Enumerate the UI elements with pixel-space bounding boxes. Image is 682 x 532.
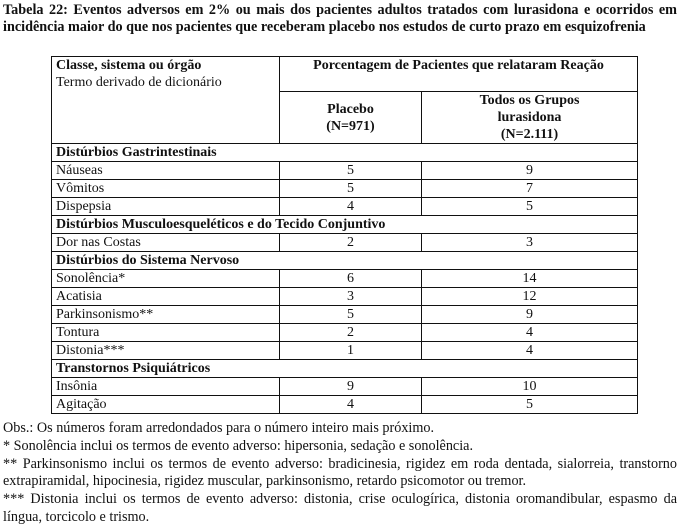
group-row: [52, 144, 638, 162]
table-row: [52, 378, 638, 396]
group-row: [52, 360, 638, 378]
header-class-label: Classe, sistema ou órgão: [56, 58, 202, 73]
placebo-cell: 9: [280, 378, 422, 396]
lurasidona-cell: 7: [422, 180, 638, 198]
lurasidona-cell: 10: [422, 378, 638, 396]
note-distonia: *** Distonia inclui os termos de evento adverso: distonia, crise oculogírica, distonia oromandibular, espasmo da língua, torcicolo e trismo.: [3, 491, 677, 525]
placebo-cell: 5: [280, 180, 422, 198]
group-row: [52, 216, 638, 234]
header-lurasidona-label1: Todos os Grupos: [479, 93, 580, 108]
lurasidona-cell: 4: [422, 324, 638, 342]
term-cell: Dispepsia: [52, 198, 280, 216]
table-row: [52, 306, 638, 324]
table-row: [52, 342, 638, 360]
table-row: [52, 180, 638, 198]
group-name: Distúrbios Musculoesqueléticos e do Tecido Conjuntivo: [52, 216, 638, 234]
table-row: [52, 198, 638, 216]
term-cell: Náuseas: [52, 162, 280, 180]
table-row: [52, 234, 638, 252]
header-lurasidona-n: (N=2.111): [500, 127, 559, 142]
header-term-label: Termo derivado de dicionário: [56, 75, 222, 90]
placebo-cell: 5: [280, 306, 422, 324]
header-placebo-label: Placebo: [327, 101, 374, 117]
table-row: [52, 162, 638, 180]
placebo-cell: 5: [280, 162, 422, 180]
header-placebo: [280, 92, 422, 144]
placebo-cell: 2: [280, 234, 422, 252]
group-name: Transtornos Psiquiátricos: [52, 360, 638, 378]
lurasidona-cell: 9: [422, 306, 638, 324]
header-placebo-n: (N=971): [326, 118, 375, 134]
table-caption: Tabela 22: Eventos adversos em 2% ou mais dos pacientes adultos tratados com lurasidona e ocorridos em incidência maior do que nos pacientes que receberam placebo nos estudos de curto prazo em esquizofrenia: [3, 2, 677, 35]
note-obs: Obs.: Os números foram arredondados para o número inteiro mais próximo.: [3, 420, 435, 436]
note-sonolencia: * Sonolência inclui os termos de evento adverso: hipersonia, sedação e sonolência.: [3, 437, 474, 454]
group-row: [52, 252, 638, 270]
footnotes: [3, 420, 677, 527]
term-cell: Parkinsonismo**: [52, 306, 280, 324]
table-row: [52, 288, 638, 306]
term-cell: Dor nas Costas: [52, 234, 280, 252]
placebo-cell: 2: [280, 324, 422, 342]
lurasidona-cell: 14: [422, 270, 638, 288]
note-parkinsonismo: ** Parkinsonismo inclui os termos de evento adverso: bradicinesia, rigidez em roda dentada, sialorreia, transtorno extrapiramidal, hipocinesia, rigidez muscular, parkinsonismo, retardo psicomotor ou tremor.: [3, 455, 677, 490]
header-lurasidona-label2: lurasidona: [497, 110, 562, 125]
term-cell: Insônia: [52, 378, 280, 396]
table-row: [52, 324, 638, 342]
term-cell: Distonia***: [52, 342, 280, 360]
group-name: Distúrbios Gastrintestinais: [52, 144, 638, 162]
placebo-cell: 4: [280, 198, 422, 216]
placebo-cell: 4: [280, 396, 422, 414]
header-lurasidona: [422, 92, 638, 144]
header-percentage-title: Porcentagem de Pacientes que relataram Reação: [280, 57, 638, 92]
table-row: [52, 270, 638, 288]
lurasidona-cell: 3: [422, 234, 638, 252]
term-cell: Sonolência*: [52, 270, 280, 288]
lurasidona-cell: 4: [422, 342, 638, 360]
placebo-cell: 3: [280, 288, 422, 306]
adverse-events-table: [51, 56, 638, 414]
header-row-top: [52, 57, 638, 92]
table-row: [52, 396, 638, 414]
term-cell: Agitação: [52, 396, 280, 414]
term-cell: Vômitos: [52, 180, 280, 198]
lurasidona-cell: 9: [422, 162, 638, 180]
lurasidona-cell: 12: [422, 288, 638, 306]
term-cell: Acatisia: [52, 288, 280, 306]
placebo-cell: 6: [280, 270, 422, 288]
lurasidona-cell: 5: [422, 198, 638, 216]
header-class-cell: [52, 57, 280, 144]
term-cell: Tontura: [52, 324, 280, 342]
placebo-cell: 1: [280, 342, 422, 360]
lurasidona-cell: 5: [422, 396, 638, 414]
group-name: Distúrbios do Sistema Nervoso: [52, 252, 638, 270]
